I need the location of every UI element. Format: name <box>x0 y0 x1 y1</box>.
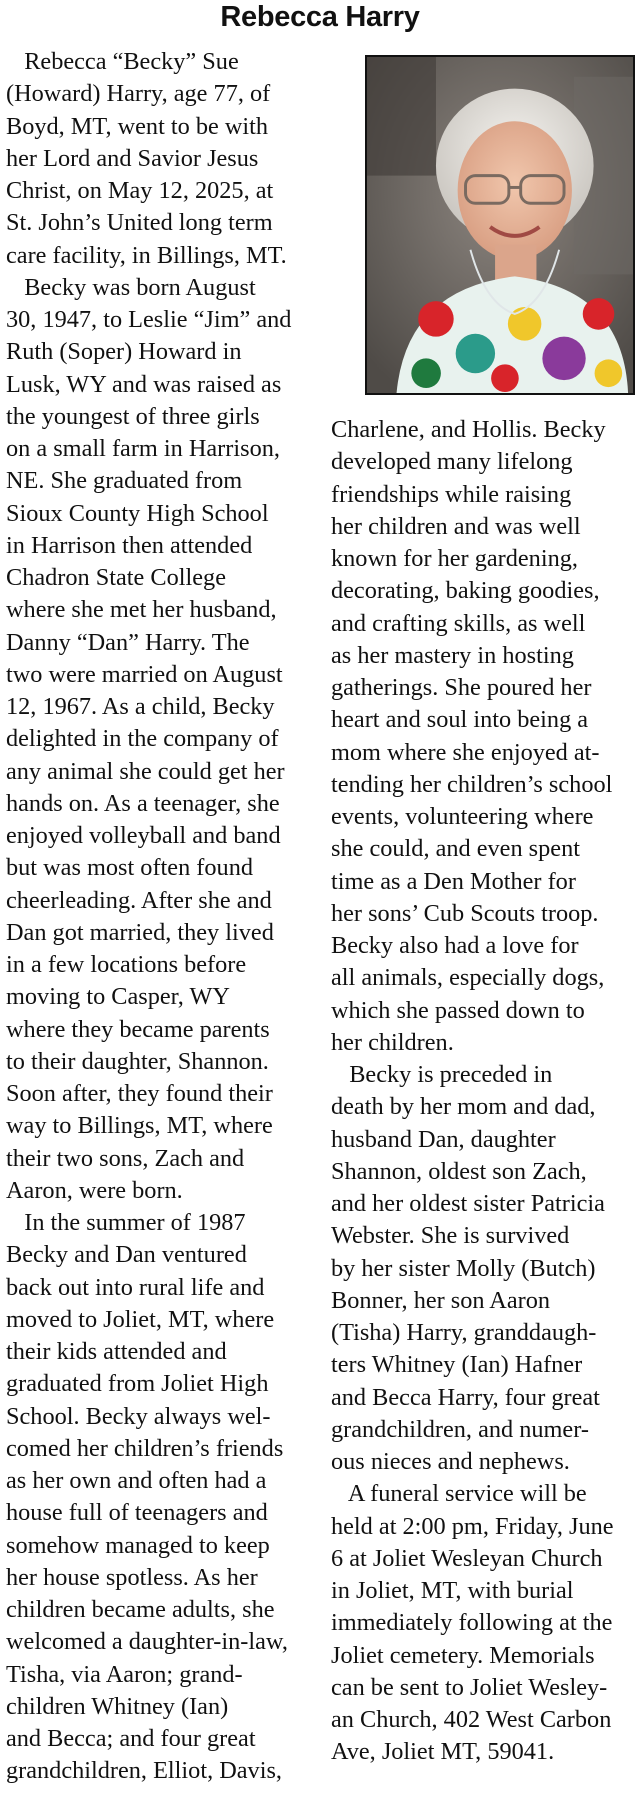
right-column-line: friendships while raising <box>331 480 572 508</box>
left-column-line: somehow managed to keep <box>6 1531 270 1559</box>
right-column-line: she could, and even spent <box>331 835 580 863</box>
right-column-line: Webster. She is survived <box>331 1222 570 1250</box>
right-column-line: grandchildren, and numer- <box>331 1415 589 1443</box>
right-column-line: Shannon, oldest son Zach, <box>331 1157 587 1185</box>
left-column-line: hands on. As a teenager, she <box>6 789 280 817</box>
right-column-line: her children. <box>331 1028 454 1056</box>
right-column-line: time as a Den Mother for <box>331 867 576 895</box>
right-column-line: ters Whitney (Ian) Hafner <box>331 1351 583 1379</box>
left-column-line: care facility, in Billings, MT. <box>6 241 287 269</box>
right-column-line: immediately following at the <box>331 1609 613 1637</box>
right-column-line: and Becca Harry, four great <box>331 1383 600 1411</box>
right-column-line: can be sent to Joliet Wesley- <box>331 1673 608 1701</box>
left-column-line: her Lord and Savior Jesus <box>6 144 259 172</box>
left-column-line: house full of teenagers and <box>6 1499 268 1527</box>
right-column-line: and crafting skills, as well <box>331 609 586 637</box>
left-column-line: Ruth (Soper) Howard in <box>6 338 242 366</box>
left-column-line: Soon after, they found their <box>6 1080 273 1107</box>
right-column-line: tending her children’s school <box>331 770 613 798</box>
left-column-line: NE. She graduated from <box>6 467 243 495</box>
left-column-line: enjoyed volleyball and band <box>6 822 281 849</box>
right-column-line: Becky is preceded in <box>331 1061 553 1088</box>
left-column-line: on a small farm in Harrison, <box>6 435 280 462</box>
left-column-line: any animal she could get her <box>6 757 285 785</box>
left-column-line: children Whitney (Ian) <box>6 1692 229 1720</box>
right-column-line: which she passed down to <box>331 996 585 1024</box>
left-column-line: in Harrison then attended <box>6 531 253 559</box>
right-column-line: developed many lifelong <box>331 448 573 476</box>
left-column-line: where she met her husband, <box>6 596 277 624</box>
left-column-line: where they became parents <box>6 1015 270 1043</box>
right-column-line: decorating, baking goodies, <box>331 577 600 605</box>
left-column-line: delighted in the company of <box>6 725 279 753</box>
left-column-line: Aaron, were born. <box>6 1176 183 1204</box>
right-column-line: Bonner, her son Aaron <box>331 1286 551 1314</box>
left-column-line: Chadron State College <box>6 564 226 591</box>
right-column-line: heart and soul into being a <box>331 706 589 734</box>
left-column-line: to their daughter, Shannon. <box>6 1047 269 1075</box>
portrait-illustration <box>367 57 633 393</box>
right-column-line: Charlene, and Hollis. Becky <box>331 416 606 443</box>
left-column-line: their kids attended and <box>6 1338 227 1365</box>
left-column-line: St. John’s United long term <box>6 209 273 237</box>
left-column-line: two were married on August <box>6 660 283 688</box>
left-column-line: 30, 1947, to Leslie “Jim” and <box>6 306 292 333</box>
left-column-line: School. Becky always wel- <box>6 1402 271 1430</box>
right-column-line: A funeral service will be <box>331 1480 587 1508</box>
left-column-line: Sioux County High School <box>6 499 269 527</box>
left-column-line: Rebecca “Becky” Sue <box>6 48 239 75</box>
left-column-line: welcomed a daughter-in-law, <box>6 1628 288 1656</box>
right-column-line: all animals, especially dogs, <box>331 964 605 992</box>
left-column-line: way to Billings, MT, where <box>6 1112 273 1140</box>
obituary-title: Rebecca Harry <box>220 1 420 33</box>
right-column-line: as her mastery in hosting <box>331 641 574 669</box>
left-column-line: In the summer of 1987 <box>6 1209 246 1236</box>
right-column-line: held at 2:00 pm, Friday, June <box>331 1512 614 1540</box>
left-column-line: Becky and Dan ventured <box>6 1241 247 1269</box>
left-column-line: Lusk, WY and was raised as <box>6 370 282 398</box>
right-column-line: gatherings. She poured her <box>331 674 592 701</box>
portrait-photo <box>365 55 635 395</box>
left-column-line: Boyd, MT, went to be with <box>6 112 269 140</box>
right-column-line: ous nieces and nephews. <box>331 1448 570 1475</box>
right-column-line: her sons’ Cub Scouts troop. <box>331 899 599 927</box>
left-column-line: 12, 1967. As a child, Becky <box>6 693 275 720</box>
left-column-line: Becky was born August <box>6 273 256 301</box>
left-column-line: in a few locations before <box>6 951 247 978</box>
right-column-line: death by her mom and dad, <box>331 1093 596 1121</box>
right-column-line: and her oldest sister Patricia <box>331 1190 605 1217</box>
right-column-line: (Tisha) Harry, granddaugh- <box>331 1319 597 1346</box>
obituary-left-column <box>6 46 304 1788</box>
left-column-line: Dan got married, they lived <box>6 918 274 946</box>
left-column-line: and Becca; and four great <box>6 1725 256 1752</box>
left-column-line: her house spotless. As her <box>6 1563 258 1591</box>
right-column-line: mom where she enjoyed at- <box>331 738 600 766</box>
obituary-right-column <box>331 414 635 1769</box>
left-column-line: but was most often found <box>6 854 253 882</box>
right-column-line: in Joliet, MT, with burial <box>331 1577 574 1604</box>
right-column-line: events, volunteering where <box>331 803 594 830</box>
left-column-line: back out into rural life and <box>6 1273 265 1301</box>
right-column-line: husband Dan, daughter <box>331 1125 556 1153</box>
right-column-line: Ave, Joliet MT, 59041. <box>331 1738 555 1766</box>
left-column-line: graduated from Joliet High <box>6 1370 269 1398</box>
left-column-line: Danny “Dan” Harry. The <box>6 628 250 656</box>
left-column-line: (Howard) Harry, age 77, of <box>6 80 271 108</box>
left-column-line: Tisha, via Aaron; grand- <box>6 1660 243 1688</box>
right-column-line: 6 at Joliet Wesleyan Church <box>331 1544 603 1572</box>
right-column-line: Becky also had a love for <box>331 932 579 959</box>
left-column-line: Christ, on May 12, 2025, at <box>6 177 274 204</box>
left-column-line: grandchildren, Elliot, Davis, <box>6 1757 282 1785</box>
left-column-line: as her own and often had a <box>6 1467 267 1494</box>
left-column-line: children became adults, she <box>6 1596 275 1623</box>
right-column-line: an Church, 402 West Carbon <box>331 1706 612 1733</box>
left-column-line: cheerleading. After she and <box>6 886 272 914</box>
left-column-line: moved to Joliet, MT, where <box>6 1305 275 1333</box>
right-column-line: known for her gardening, <box>331 545 578 572</box>
left-column-line: moving to Casper, WY <box>6 983 230 1011</box>
left-column-line: their two sons, Zach and <box>6 1144 245 1172</box>
left-column-line: comed her children’s friends <box>6 1434 284 1462</box>
right-column-line: her children and was well <box>331 512 581 540</box>
right-column-line: by her sister Molly (Butch) <box>331 1254 596 1282</box>
right-column-line: Joliet cemetery. Memorials <box>331 1641 595 1669</box>
left-column-line: the youngest of three girls <box>6 402 260 430</box>
